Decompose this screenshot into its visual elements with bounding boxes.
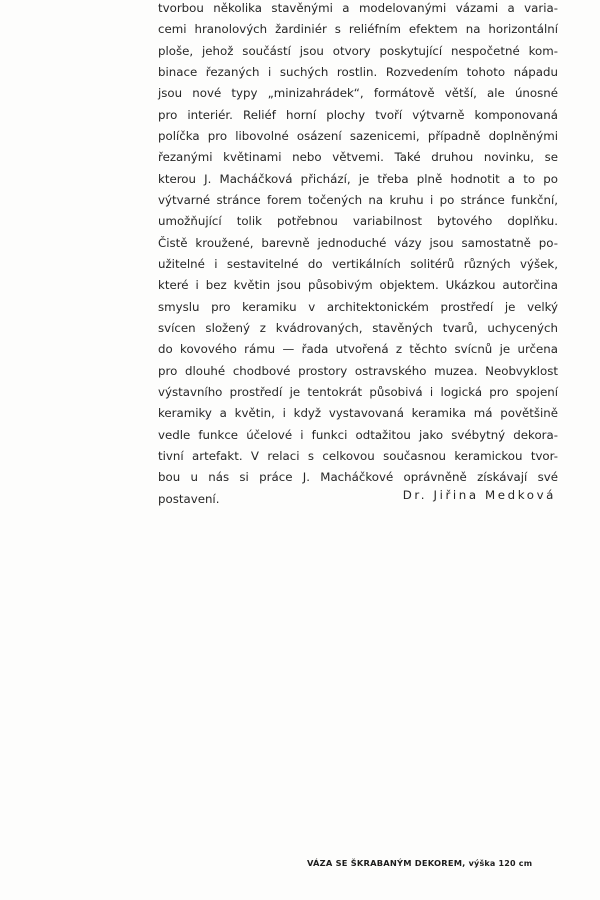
caption-title: VÁZA SE ŠKRABANÝM DEKOREM, — [307, 858, 466, 868]
article-line: pro dlouhé chodbové prostory ostravského muzea. Neobvyklost — [158, 363, 558, 378]
article-line: Čistě kroužené, barevně jednoduché vázy jsou samostatně po- — [158, 235, 558, 250]
article-line: řezanými květinami nebo větvemi. Také druhou novinku, se — [158, 150, 558, 165]
article-line: umožňující tolik potřebnou variabilnost bytového doplňku. — [158, 214, 558, 229]
article-line: svícen složený z kvádrovaných, stavěných tvarů, uchycených — [158, 320, 558, 335]
article-line: binace řezaných i suchých rostlin. Rozvedením tohoto nápadu — [158, 64, 558, 79]
article-line: jsou nové typy „minizahrádek“, formátově větší, ale únosné — [158, 86, 558, 101]
article-line: výstavního prostředí je tentokrát působivá i logická pro spojení — [158, 384, 558, 399]
article-line: vedle funkce účelové i funkci odtažitou jako svébytný dekora- — [158, 427, 558, 442]
article-line: užitelné i sestavitelné do vertikálních solitérů různých výšek, — [158, 256, 558, 271]
article-line: smyslu pro keramiku v architektonickém prostředí je velký — [158, 299, 558, 314]
article-line: do kovového rámu — řada utvořená z těchto svícnů je určena — [158, 342, 558, 357]
article-line: bou u nás si práce J. Macháčkové oprávněně získávají své — [158, 470, 558, 485]
caption-detail: výška 120 cm — [468, 859, 533, 868]
article-line: ploše, jehož součástí jsou otvory poskytující nespočetné kom- — [158, 43, 558, 58]
article-line: keramiky a květin, i když vystavovaná keramika má povětšině — [158, 406, 558, 421]
article-line: tivní artefakt. V relaci s celkovou současnou keramickou tvor- — [158, 448, 558, 463]
article-line: kterou J. Macháčková přichází, je třeba plně hodnotit a to po — [158, 171, 558, 186]
article-line: cemi hranolových žardiniér s reliéfním efektem na horizontální — [158, 22, 558, 37]
figure-caption — [307, 856, 532, 871]
article-line: které i bez květin jsou působivým objektem. Ukázkou autorčina — [158, 278, 558, 293]
article-line: výtvarné stránce forem točených na kruhu i po stránce funkční, — [158, 192, 558, 207]
author-signature: Dr. Jiřina Medková — [402, 488, 556, 502]
article-line: postavení. — [158, 491, 220, 506]
article-line: tvorbou několika stavěnými a modelovanými vázami a varia- — [158, 1, 558, 15]
article-body — [158, 0, 558, 510]
article-line: pro interiér. Reliéf horní plochy tvoří výtvarně komponovaná — [158, 107, 558, 122]
article-line: políčka pro libovolné osázení sazenicemi, případně doplněnými — [158, 128, 558, 143]
